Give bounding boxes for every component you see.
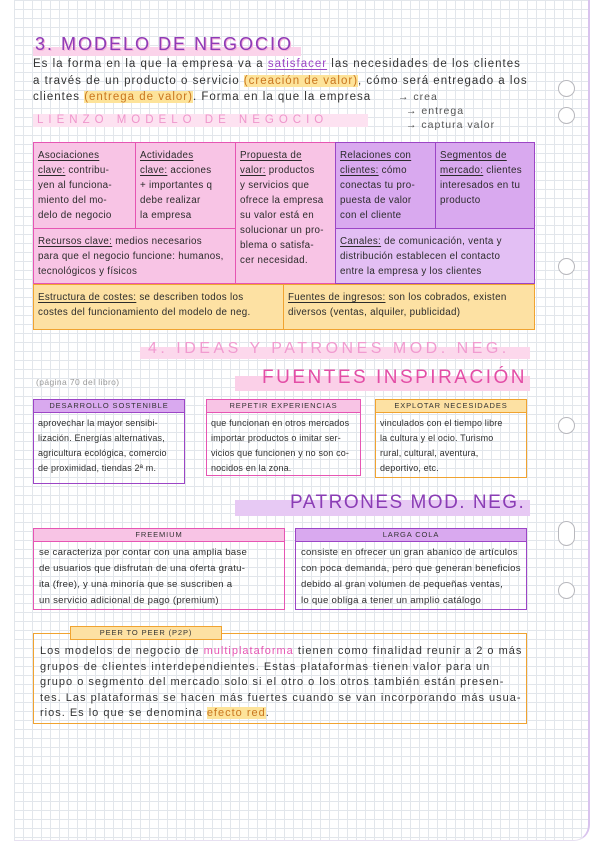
text-line: con el cliente	[340, 210, 402, 221]
text-segment: , cómo será entregado a los	[358, 74, 528, 87]
heading-underlined: Propuesta de	[240, 150, 302, 161]
text-line: costes del funcionamiento del modelo de neg.	[38, 307, 251, 318]
text-segment: clientes	[33, 91, 85, 103]
text-segment: a través de un producto o servicio	[33, 74, 244, 87]
text-line: + importantes q	[140, 180, 213, 191]
text-segment: cómo	[378, 165, 407, 176]
canvas-cell-propuesta-de-valor	[235, 142, 336, 284]
text-segment: clientes	[483, 165, 522, 176]
canvas-title: LIENZO MODELO DE NEGOCIO	[37, 114, 329, 126]
text-line: puesta de valor	[340, 195, 412, 206]
text-segment: las necesidades de los clientes	[327, 58, 521, 70]
text-segment: productos	[265, 165, 315, 176]
text-segment: se describen todos los	[136, 292, 244, 303]
text-line: vicios que funcionen y no son co-	[211, 448, 350, 458]
heading-underlined: clave:	[140, 165, 168, 176]
card-desarrollo-sostenible	[33, 399, 185, 484]
arrow-item-entrega: → entrega	[406, 105, 465, 117]
text-line: grupo o segmento del mercado solo si el otro o los otros también están presen-	[40, 676, 505, 688]
text-line: de usuarios que disfrutan de una oferta gratu-	[39, 563, 246, 574]
intro-paragraph	[33, 56, 528, 106]
heading-underlined: Asociaciones	[38, 150, 100, 161]
arrow-item-crea: → crea	[398, 91, 438, 103]
heading-underlined: Estructura de costes:	[38, 292, 137, 303]
card-header: FREEMIUM	[34, 529, 284, 542]
text-line: distribución establecen el contacto	[340, 251, 501, 262]
canvas-cell-segmentos-mercado	[435, 142, 535, 229]
heading-underlined: valor:	[240, 165, 266, 176]
page-title: 3. MODELO DE NEGOCIO	[35, 34, 294, 54]
text-segment: .	[265, 707, 270, 719]
binder-hole	[558, 521, 575, 546]
text-line	[340, 148, 431, 163]
card-header: EXPLOTAR NECESIDADES	[376, 400, 526, 413]
heading-underlined: clientes:	[340, 165, 379, 176]
emphasis-text: multiplataforma	[203, 645, 294, 657]
text-segment: tienen como finalidad reunir a 2 o más	[293, 645, 523, 657]
text-line: debido al gran volumen de pequeñas ventas,	[301, 579, 503, 590]
text-line: se caracteriza por contar con una amplia base	[39, 547, 248, 558]
text-line: la empresa	[140, 210, 192, 221]
text-line	[288, 290, 530, 305]
text-line: con poca demanda, pero que generan beneficios	[301, 563, 521, 574]
canvas-cell-actividades-clave	[135, 142, 236, 229]
text-segment: contribu-	[65, 165, 110, 176]
heading-underlined: Segmentos de	[440, 150, 507, 161]
text-line: diversos (ventas, alquiler, publicidad)	[288, 307, 461, 318]
text-segment: Es la forma en la que la empresa va a	[33, 58, 268, 70]
text-line: solucionar un pro-	[240, 225, 324, 236]
canvas-cell-estructura-costes	[33, 284, 284, 330]
card-body	[376, 413, 526, 476]
text-line: deportivo, etc.	[380, 463, 439, 473]
card-body	[34, 413, 184, 476]
text-line	[340, 163, 431, 178]
text-line: lo que obliga a tener un amplio catálogo	[301, 595, 482, 606]
text-line: su valor está en	[240, 210, 314, 221]
text-line: blema o satisfa-	[240, 240, 314, 251]
text-line: entre la empresa y los clientes	[340, 266, 482, 277]
text-line: y servicios que	[240, 180, 310, 191]
text-line	[140, 163, 231, 178]
card-body	[34, 542, 284, 609]
text-line	[240, 148, 331, 163]
text-segment: son los cobrados, existen	[385, 292, 507, 303]
text-line: agricultura ecológica, comercio	[38, 448, 167, 458]
text-line: la cultura y el ocio. Turismo	[380, 433, 494, 443]
text-line	[40, 706, 520, 722]
text-line: interesados en tu	[440, 180, 521, 191]
text-line	[38, 148, 131, 163]
text-line: lización. Energías alternativas,	[38, 433, 165, 443]
text-line: delo de negocio	[38, 210, 112, 221]
card-explotar-necesidades	[375, 399, 527, 478]
text-line: cer necesidad.	[240, 255, 308, 266]
text-segment: Los modelos de negocio de	[40, 645, 204, 657]
card-header: PEER TO PEER (P2P)	[70, 626, 222, 640]
text-line: miento del mo-	[38, 195, 107, 206]
text-line: que funcionan en otros mercados	[211, 418, 350, 428]
section-title: 4. IDEAS Y PATRONES MOD. NEG.	[148, 340, 510, 357]
emphasis-text: satisfacer	[267, 58, 328, 70]
text-line	[38, 163, 131, 178]
text-line	[38, 290, 279, 305]
card-body	[296, 542, 526, 609]
text-line	[33, 73, 528, 90]
text-line	[40, 644, 523, 660]
business-model-canvas	[33, 142, 535, 330]
text-line: grupos de clientes interdependientes. Estas plataformas tienen valor para un	[40, 660, 491, 673]
text-line: ita (free), y una minoría que se suscriben a	[39, 579, 233, 590]
binder-hole	[558, 417, 575, 434]
text-segment: acciones	[167, 165, 212, 176]
card-body	[207, 413, 360, 476]
text-line: yen al funciona-	[38, 180, 112, 191]
binder-hole	[558, 107, 575, 124]
heading-underlined: clave:	[38, 165, 66, 176]
highlighted-text: (entrega de valor)	[84, 91, 193, 103]
text-line	[440, 148, 530, 163]
text-line	[340, 234, 530, 249]
heading-underlined: Canales:	[340, 236, 382, 247]
card-peer-to-peer	[33, 628, 527, 724]
text-line: consiste en ofrecer un gran abanico de artículos	[301, 547, 518, 558]
text-line: importar productos o imitar ser-	[211, 433, 341, 443]
binder-hole	[558, 582, 575, 599]
subheading-fuentes-inspiracion: FUENTES INSPIRACIÓN	[262, 367, 527, 388]
arrow-item-captura: → captura valor	[406, 119, 496, 131]
text-line: nocidos en la zona.	[211, 463, 292, 473]
text-line: aprovechar la mayor sensibi-	[38, 418, 158, 428]
binder-hole	[558, 80, 575, 97]
highlighted-text: (creación de valor)	[243, 74, 359, 87]
canvas-cell-relaciones-clientes	[335, 142, 436, 229]
text-line: producto	[440, 195, 481, 206]
text-line: conectas tu pro-	[340, 180, 416, 191]
text-line: tecnológicos y físicos	[38, 266, 138, 277]
text-line	[33, 56, 528, 73]
canvas-cell-asociaciones-clave	[33, 142, 136, 229]
canvas-cell-fuentes-ingresos	[283, 284, 535, 330]
text-line	[38, 234, 231, 249]
text-segment: . Forma en la que la empresa	[192, 91, 372, 103]
text-line: tes. Las plataformas se hacen más fuertes cuando se van incorporando más usua-	[40, 691, 522, 704]
text-line: ofrece la empresa	[240, 195, 324, 206]
text-line: debe realizar	[140, 195, 201, 206]
heading-underlined: Fuentes de ingresos:	[288, 292, 386, 303]
card-larga-cola	[295, 528, 527, 610]
text-line: para que el negocio funcione: humanos,	[38, 251, 224, 262]
text-segment: medios necesarios	[112, 236, 203, 247]
card-body	[34, 634, 526, 722]
highlighted-text: efecto red	[206, 707, 266, 719]
text-line	[240, 163, 331, 178]
text-line	[140, 148, 231, 163]
text-segment: rios. Es lo que se denomina	[40, 707, 207, 719]
card-header: LARGA COLA	[296, 529, 526, 542]
card-repetir-experiencias	[206, 399, 361, 476]
text-line: de proximidad, tiendas 2ª m.	[38, 463, 157, 473]
heading-underlined: mercado:	[440, 165, 484, 176]
book-reference: (página 70 del libro)	[36, 377, 120, 387]
card-header: DESARROLLO SOSTENIBLE	[34, 400, 184, 413]
text-line: vinculados con el tiempo libre	[380, 418, 503, 428]
text-line: un servicio adicional de pago (premium)	[39, 595, 219, 606]
text-segment: de comunicación, venta y	[381, 236, 502, 247]
card-header: REPETIR EXPERIENCIAS	[207, 400, 360, 413]
canvas-cell-canales	[335, 228, 535, 284]
heading-underlined: Recursos clave:	[38, 236, 113, 247]
subheading-patrones: PATRONES MOD. NEG.	[290, 492, 526, 513]
text-line: rural, cultural, aventura,	[380, 448, 479, 458]
binder-hole	[558, 258, 575, 275]
text-line	[440, 163, 530, 178]
heading-underlined: Actividades	[140, 150, 194, 161]
card-freemium	[33, 528, 285, 610]
heading-underlined: Relaciones con	[340, 150, 412, 161]
canvas-cell-recursos-clave	[33, 228, 236, 284]
